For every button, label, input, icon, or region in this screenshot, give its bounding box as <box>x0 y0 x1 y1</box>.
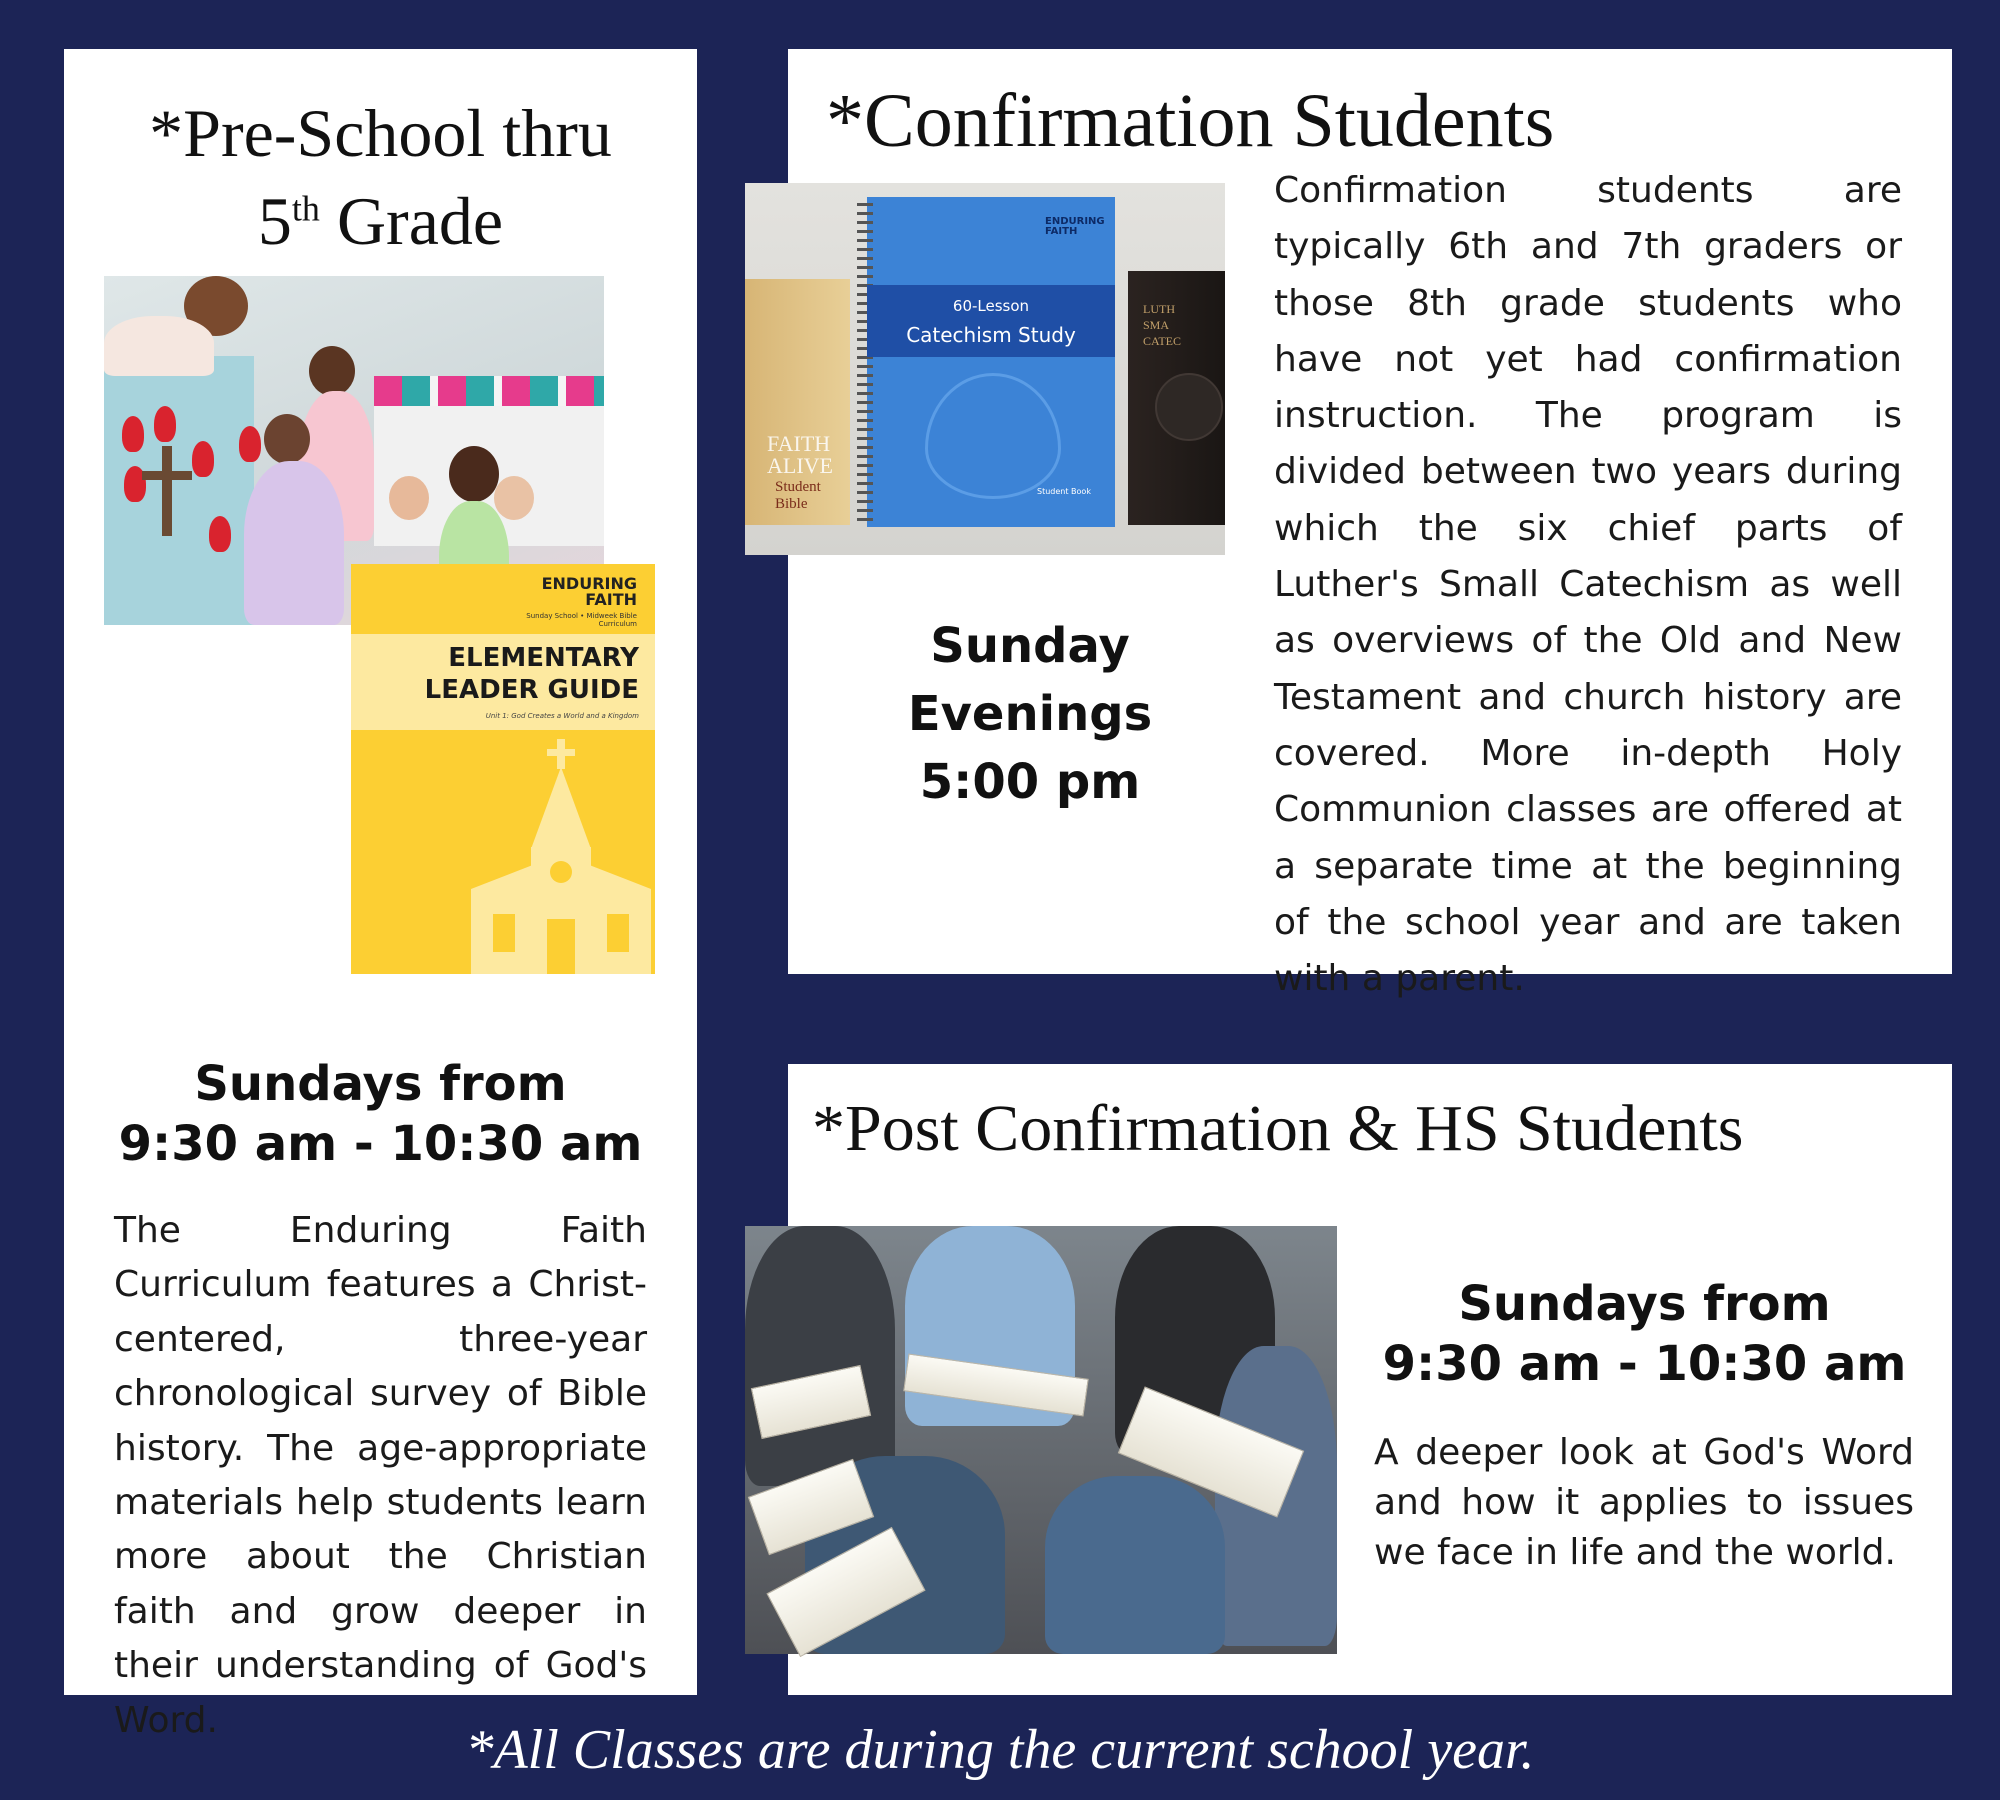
preschool-schedule-line2: 9:30 am - 10:30 am <box>118 1116 643 1172</box>
confirmation-title: *Confirmation Students <box>826 79 1555 163</box>
small-catechism-line1: LUTH <box>1143 302 1175 316</box>
post-confirmation-title: *Post Confirmation & HS Students <box>812 1092 1744 1165</box>
confirmation-schedule-line2: Evenings <box>907 686 1153 742</box>
child-face <box>389 476 429 520</box>
preschool-grade-suffix: th <box>291 188 320 229</box>
book-unit: Unit 1: God Creates a World and a Kingdom <box>485 712 639 720</box>
catechism-brand-line1: ENDURING <box>1045 216 1105 227</box>
student-figure <box>1045 1476 1225 1654</box>
child-dress <box>244 461 344 625</box>
preschool-panel <box>64 49 697 1741</box>
preschool-schedule <box>64 1054 697 1174</box>
post-confirmation-description: A deeper look at God's Word and how it applies to issues we face in life and the world. <box>1374 1432 1914 1573</box>
felt-heart <box>154 406 176 442</box>
shelf <box>374 376 604 406</box>
faith-alive-line1: FAITH <box>767 431 831 456</box>
catechism-brand-line2: FAITH <box>1045 226 1078 237</box>
preschool-schedule-line1: Sundays from <box>194 1056 567 1112</box>
felt-heart <box>122 416 144 452</box>
book-brand-line1: ENDURING <box>541 574 637 593</box>
students-reading-bibles-photo <box>745 1226 1337 1654</box>
post-confirmation-schedule <box>1337 1274 1952 1394</box>
child-face <box>449 446 499 502</box>
teacher-shirt <box>104 316 214 376</box>
book-title-line2: LEADER GUIDE <box>424 675 639 705</box>
book-title-line1: ELEMENTARY <box>448 643 639 673</box>
confirmation-schedule-line1: Sunday <box>930 618 1130 674</box>
church-icon <box>471 739 655 974</box>
confirmation-schedule-line3: 5:00 pm <box>919 754 1141 810</box>
catechism-seal <box>1155 373 1223 441</box>
post-confirmation-panel <box>788 1064 1952 1695</box>
spiral-binding <box>857 203 873 521</box>
felt-cross <box>142 471 192 480</box>
post-confirmation-schedule-line2: 9:30 am - 10:30 am <box>1382 1336 1907 1392</box>
small-catechism-line2: SMA <box>1143 318 1170 332</box>
felt-heart <box>209 516 231 552</box>
preschool-description: The Enduring Faith Curriculum features a Christ-centered, three-year chronological survey of Bible history. The age-appropriate materials help students learn more about the Christian faith and grow deeper in their understanding of God's Word. <box>114 1210 647 1741</box>
book-brand <box>542 576 637 608</box>
book-brand-subtitle: Sunday School • Midweek Bible Curriculum <box>526 612 637 628</box>
confirmation-schedule <box>880 612 1180 816</box>
child-face <box>309 346 355 396</box>
catechism-brand <box>1045 217 1105 237</box>
catechism-books-photo <box>745 183 1225 555</box>
book-brand-line2: FAITH <box>585 590 637 609</box>
felt-cross <box>162 446 172 536</box>
book-title <box>425 642 639 706</box>
child-face <box>264 414 310 464</box>
confirmation-description: Confirmation students are typically 6th and 7th graders or those 8th grade students who have not yet had confirmation instruction. The program is divided between two years during which the six chief parts of Luther's Small Catechism as well as overviews of the Old and New Testament and church history are covered. More in-depth Holy Communion classes are offered at a separate time at the beginning of the school year and are taken with a parent. <box>1274 170 1902 1000</box>
preschool-title <box>64 89 697 265</box>
preschool-title-line1: *Pre-School thru <box>149 95 612 171</box>
felt-heart <box>192 441 214 477</box>
post-confirmation-schedule-line1: Sundays from <box>1458 1276 1831 1332</box>
preschool-grade-word: Grade <box>336 183 504 259</box>
student-bible-line2: Bible <box>775 496 808 512</box>
student-figure <box>745 1226 895 1486</box>
footnote: *All Classes are during the current school year. <box>465 1719 1535 1781</box>
small-catechism-line3: CATEC <box>1143 334 1182 348</box>
catechism-lesson-count: 60-Lesson <box>952 297 1030 315</box>
confirmation-panel <box>767 49 1952 1000</box>
student-book-label: Student Book <box>1037 487 1091 496</box>
faith-alive-title <box>767 433 833 477</box>
student-bible-label <box>775 479 821 513</box>
faith-alive-line2: ALIVE <box>767 453 833 478</box>
felt-heart <box>239 426 261 462</box>
child-face <box>494 476 534 520</box>
student-bible-line1: Student <box>775 479 821 495</box>
elementary-leader-guide-book <box>351 564 655 974</box>
small-catechism-title <box>1143 301 1181 349</box>
catechism-study-title: Catechism Study <box>906 323 1076 347</box>
preschool-grade-number: 5 <box>257 183 292 259</box>
